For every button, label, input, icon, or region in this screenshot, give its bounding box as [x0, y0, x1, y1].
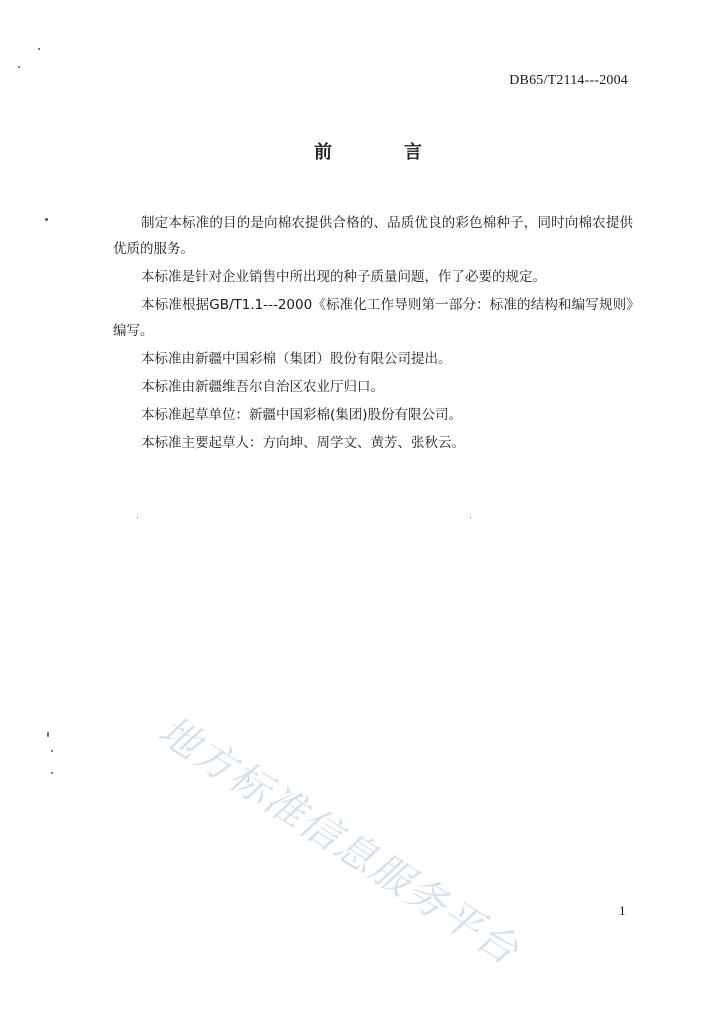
paragraph-basis: 本标准根据GB/T1.1---2000《标准化工作导则第一部分：标准的结构和编写规则》编写。 — [113, 297, 633, 339]
page-title — [0, 138, 724, 164]
paragraph-responsible-unit: 本标准由新疆维吾尔自治区农业厅归口。 — [141, 379, 384, 395]
page-number: 1 — [619, 903, 626, 918]
title-char-1: 前 — [314, 142, 332, 163]
paragraph-drafters: 本标准主要起草人：方向坤、周学文、黄芳、张秋云。 — [141, 435, 465, 451]
paragraph-proposer: 本标准由新疆中国彩棉（集团）股份有限公司提出。 — [141, 351, 452, 367]
document-code: DB65/T2114---2004 — [509, 73, 628, 88]
title-char-2: 言 — [404, 142, 422, 163]
scan-speck — [51, 772, 53, 774]
scan-speck — [51, 750, 53, 752]
scan-speck — [470, 517, 471, 518]
scan-speck — [38, 48, 40, 50]
scan-speck — [45, 218, 48, 221]
paragraph-scope: 本标准是针对企业销售中所出现的种子质量问题，作了必要的规定。 — [141, 269, 546, 285]
scan-speck — [137, 517, 138, 518]
scan-speck — [18, 66, 20, 68]
scan-speck — [47, 732, 49, 737]
foreword-body — [113, 210, 633, 458]
watermark: 地方标准信息服务平台 — [150, 707, 528, 975]
paragraph-purpose: 制定本标准的目的是向棉农提供合格的、品质优良的彩色棉种子，同时向棉农提供优质的服务。 — [113, 215, 633, 257]
paragraph-drafting-unit: 本标准起草单位：新疆中国彩棉(集团)股份有限公司。 — [141, 407, 463, 423]
